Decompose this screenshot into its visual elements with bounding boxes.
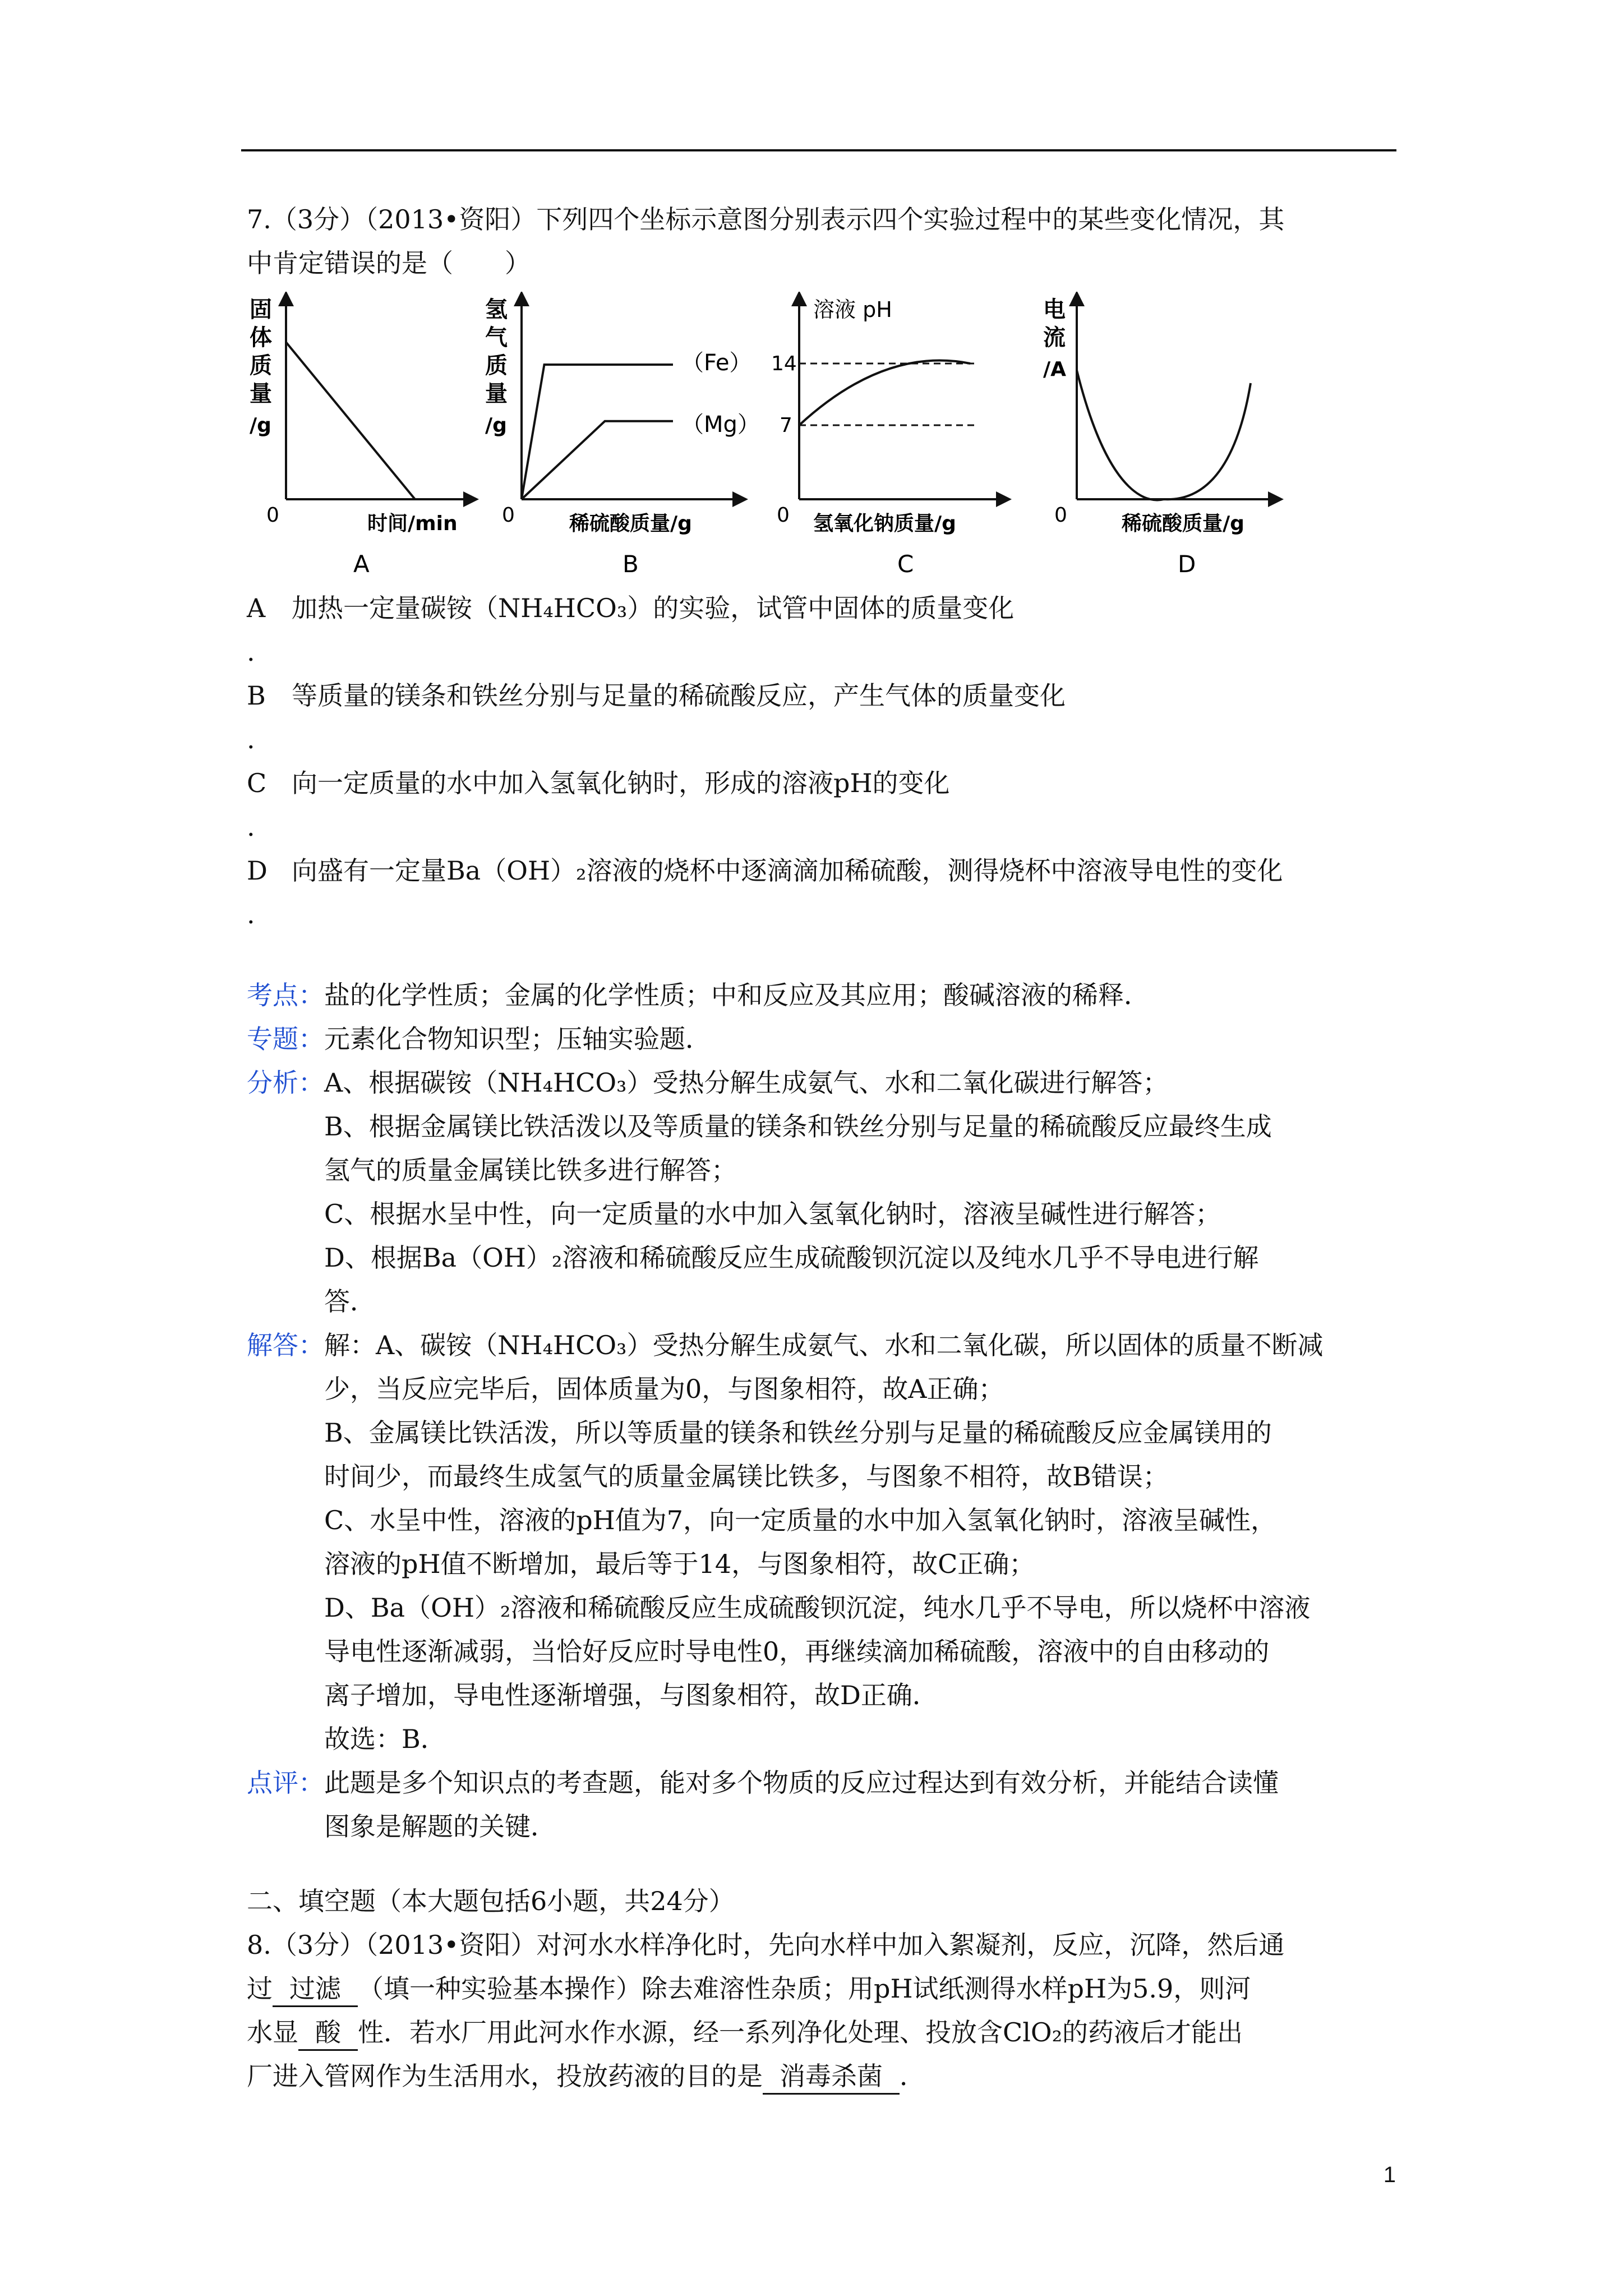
- option-b-dot: .: [247, 724, 255, 754]
- chart-a-ylabel-0: 固: [250, 297, 272, 323]
- option-a-letter: A: [247, 593, 266, 623]
- jieda-line: 解：A、碳铵（NH₄HCO₃）受热分解生成氨气、水和二氧化碳，所以固体的质量不断减: [324, 1330, 1324, 1360]
- charts-figure: [247, 292, 1312, 583]
- chart-d-ylabel-0: 电: [1043, 297, 1066, 323]
- fenxi-line: B、根据金属镁比铁活泼以及等质量的镁条和铁丝分别与足量的稀硫酸反应最终生成: [324, 1111, 1272, 1142]
- jieda-line: B、金属镁比铁活泼，所以等质量的镁条和铁丝分别与足量的稀硫酸反应金属镁用的: [324, 1418, 1272, 1448]
- chart-c: [771, 297, 1004, 578]
- q8-line-3: [247, 2010, 1396, 2054]
- q8-answer-3: 消毒杀菌: [763, 2059, 900, 2095]
- q8-line-3-prefix: 水显: [247, 2017, 298, 2047]
- chart-b-ylabel-2: 质: [485, 353, 508, 379]
- chart-a-ylabel-2: 质: [250, 353, 272, 379]
- chart-b-xlabel: 稀硫酸质量/g: [569, 512, 692, 535]
- chart-a-origin: 0: [266, 504, 279, 527]
- option-d-dot: .: [247, 899, 255, 930]
- chart-a-ylabel-3: 量: [250, 381, 272, 407]
- option-c: [247, 761, 1396, 805]
- zhuanti-key: 专题：: [247, 1024, 324, 1054]
- section-2: [247, 1879, 1396, 2098]
- fenxi-line: 氢气的质量金属镁比铁多进行解答；: [324, 1155, 737, 1185]
- chart-b-ylabel-0: 氢: [485, 297, 508, 323]
- chart-b-line-mg: [522, 421, 673, 499]
- chart-c-xlabel: 氢氧化钠质量/g: [813, 512, 956, 535]
- q8-line-4: [247, 2054, 1396, 2098]
- chart-a-caption: A: [353, 550, 370, 578]
- q8-line-2: [247, 1967, 1396, 2010]
- jieda-line: C、水呈中性，溶液的pH值为7，向一定质量的水中加入氢氧化钠时，溶液呈碱性，: [324, 1505, 1277, 1535]
- option-a-dot: .: [247, 637, 255, 667]
- q8-line-2-suffix: （填一种实验基本操作）除去难溶性杂质；用pH试纸测得水样pH为5.9，则河: [358, 1973, 1251, 2004]
- kaodian-text: 盐的化学性质；金属的化学性质；中和反应及其应用；酸碱溶液的稀释．: [324, 980, 1150, 1010]
- fenxi-line: 答．: [324, 1286, 376, 1317]
- fenxi-line: A、根据碳铵（NH₄HCO₃）受热分解生成氨气、水和二氧化碳进行解答；: [324, 1068, 1169, 1098]
- option-a-text: 加热一定量碳铵（NH₄HCO₃）的实验，试管中固体的质量变化: [292, 593, 1015, 623]
- stem-line-2: 中肯定错误的是（ ）: [247, 248, 531, 278]
- jieda-body: [324, 1323, 1396, 1761]
- option-c-dot: .: [247, 812, 255, 842]
- chart-c-caption: C: [897, 550, 914, 578]
- jieda-line: 导电性逐渐减弱，当恰好反应时导电性0，再继续滴加稀硫酸，溶液中的自由移动的: [324, 1636, 1270, 1667]
- chart-b-origin: 0: [502, 504, 515, 527]
- fenxi-body: [324, 1061, 1396, 1323]
- chart-b-label-fe: （Fe）: [681, 350, 752, 376]
- option-c-text: 向一定质量的水中加入氢氧化钠时，形成的溶液pH的变化: [292, 768, 950, 798]
- chart-d-xlabel: 稀硫酸质量/g: [1122, 512, 1244, 535]
- chart-c-tick-7: 7: [780, 414, 792, 437]
- question-7-options: [247, 586, 1396, 936]
- jieda-line: 少，当反应完毕后，固体质量为0，与图象相符，故A正确；: [324, 1374, 1004, 1404]
- chart-d-curve: [1077, 370, 1251, 500]
- chart-a-ylabel-4: /g: [250, 414, 271, 437]
- chart-d: [1043, 297, 1276, 578]
- chart-c-ylabel: 溶液 pH: [813, 297, 892, 322]
- analysis-section: [247, 973, 1396, 1848]
- chart-d-ylabel-1: 流: [1043, 325, 1066, 351]
- chart-b-caption: B: [623, 550, 639, 578]
- q8-line-1: 8.（3分）（2013•资阳）对河水水样净化时，先向水样中加入絮凝剂，反应，沉降，然后通: [247, 1930, 1285, 1960]
- q8-answer-1: 过滤: [273, 1972, 358, 2007]
- chart-a-line: [286, 342, 415, 499]
- option-b-text: 等质量的镁条和铁丝分别与足量的稀硫酸反应，产生气体的质量变化: [292, 680, 1066, 711]
- chart-c-curve: [799, 361, 970, 425]
- chart-b-ylabel-4: /g: [485, 414, 507, 437]
- chart-a: [250, 297, 471, 578]
- chart-d-ylabel-2: /A: [1043, 358, 1067, 381]
- fenxi-line: D、根据Ba（OH）₂溶液和稀硫酸反应生成硫酸钡沉淀以及纯水几乎不导电进行解: [324, 1243, 1259, 1273]
- jieda-key: 解答：: [247, 1330, 324, 1360]
- jieda-line: 离子增加，导电性逐渐增强，与图象相符，故D正确．: [324, 1680, 938, 1710]
- page-number: 1: [1383, 2162, 1396, 2187]
- chart-c-origin: 0: [777, 504, 790, 527]
- chart-d-caption: D: [1178, 550, 1196, 578]
- q8-line-2-prefix: 过: [247, 1973, 273, 2004]
- option-c-letter: C: [247, 768, 267, 798]
- chart-c-tick-14: 14: [771, 352, 797, 375]
- jieda-row: [247, 1323, 1396, 1761]
- fenxi-row: [247, 1061, 1396, 1323]
- option-a: [247, 586, 1396, 630]
- question-7-stem: [247, 197, 1396, 285]
- fenxi-key: 分析：: [247, 1068, 324, 1098]
- q8-answer-2: 酸: [298, 2016, 358, 2051]
- chart-d-origin: 0: [1054, 504, 1067, 527]
- q8-line-3-suffix: 性．若水厂用此河水作水源，经一系列净化处理、投放含ClO₂的药液后才能出: [358, 2017, 1243, 2047]
- dianping-row: [247, 1761, 1396, 1848]
- dianping-body: [324, 1761, 1396, 1848]
- dianping-key: 点评：: [247, 1768, 324, 1798]
- q8-line-4-prefix: 厂进入管网作为生活用水，投放药液的目的是: [247, 2061, 763, 2091]
- option-d-text: 向盛有一定量Ba（OH）₂溶液的烧杯中逐滴滴加稀硫酸，测得烧杯中溶液导电性的变化: [292, 855, 1283, 886]
- zhuanti-text: 元素化合物知识型；压轴实验题．: [324, 1024, 711, 1054]
- stem-line-1: 7.（3分）（2013•资阳）下列四个坐标示意图分别表示四个实验过程中的某些变化情况，其: [247, 204, 1285, 234]
- option-d: [247, 849, 1396, 892]
- jieda-line: 时间少，而最终生成氢气的质量金属镁比铁多，与图象不相符，故B错误；: [324, 1461, 1169, 1492]
- q8-line-4-suffix: ．: [900, 2061, 925, 2091]
- jieda-line: 溶液的pH值不断增加，最后等于14，与图象相符，故C正确；: [324, 1549, 1035, 1579]
- chart-b: [485, 297, 760, 578]
- jieda-line: 故选：B．: [324, 1724, 446, 1754]
- kaodian-row: [247, 973, 1396, 1017]
- chart-b-ylabel-3: 量: [485, 381, 508, 407]
- zhuanti-row: [247, 1017, 1396, 1061]
- option-b: [247, 674, 1396, 717]
- chart-b-label-mg: （Mg）: [681, 412, 760, 438]
- chart-a-ylabel-1: 体: [250, 325, 272, 351]
- chart-b-ylabel-1: 气: [485, 325, 508, 351]
- jieda-line: D、Ba（OH）₂溶液和稀硫酸反应生成硫酸钡沉淀，纯水几乎不导电，所以烧杯中溶液: [324, 1593, 1311, 1623]
- dianping-line: 此题是多个知识点的考查题，能对多个物质的反应过程达到有效分析，并能结合读懂: [324, 1768, 1279, 1798]
- chart-a-xlabel: 时间/min: [367, 512, 458, 535]
- header-rule: [241, 149, 1396, 151]
- fenxi-line: C、根据水呈中性，向一定质量的水中加入氢氧化钠时，溶液呈碱性进行解答；: [324, 1199, 1221, 1229]
- option-b-letter: B: [247, 680, 266, 711]
- kaodian-key: 考点：: [247, 980, 324, 1010]
- option-d-letter: D: [247, 855, 268, 886]
- section-2-heading: 二、填空题（本大题包括6小题，共24分）: [247, 1886, 735, 1916]
- dianping-line: 图象是解题的关键．: [324, 1811, 556, 1842]
